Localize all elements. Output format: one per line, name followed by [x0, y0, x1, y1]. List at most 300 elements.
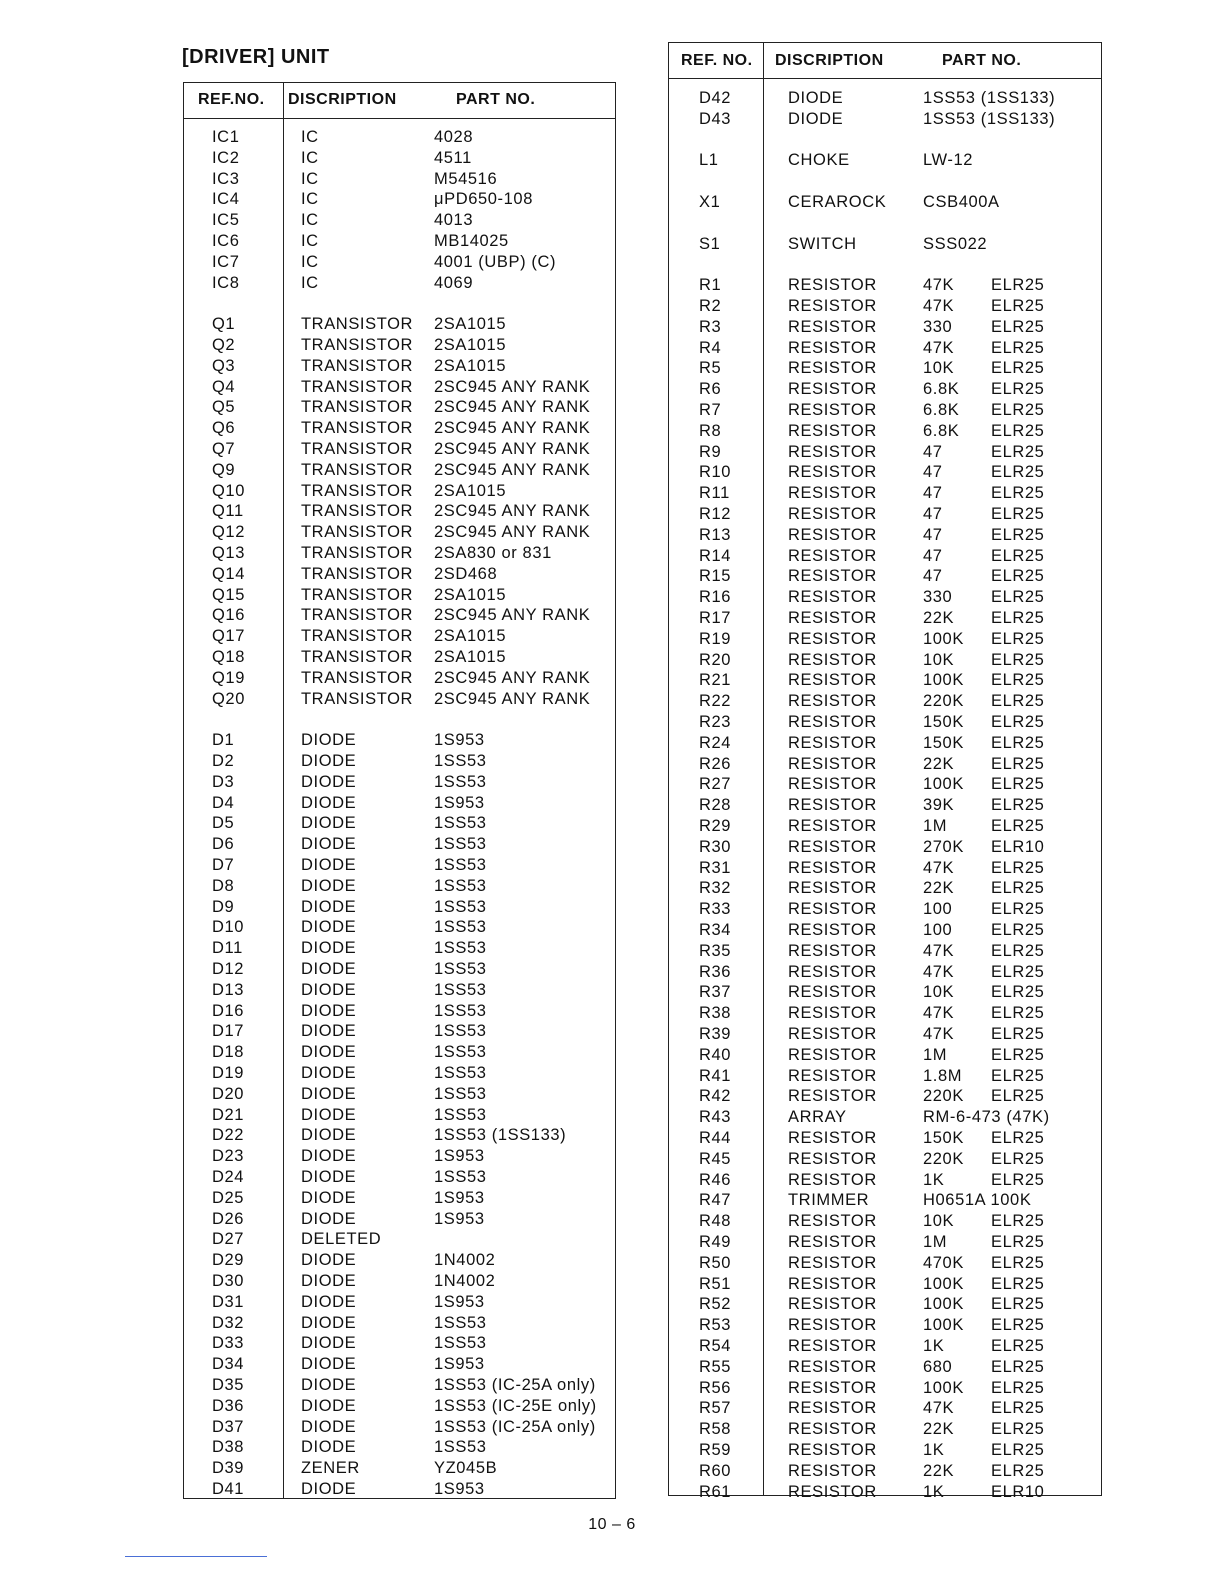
ref-no-cell: IC2 [212, 148, 240, 167]
table-row [184, 1333, 615, 1354]
description-cell: DIODE [301, 918, 357, 937]
description-cell: CHOKE [788, 151, 850, 170]
description-cell: RESISTOR [788, 1004, 877, 1023]
description-cell: RESISTOR [788, 1295, 877, 1314]
table-row [669, 1378, 1101, 1399]
description-cell: DIODE [301, 731, 357, 750]
right-parts-table [668, 42, 1102, 1501]
table-row [184, 668, 615, 689]
ref-no-cell: R22 [699, 692, 732, 711]
description-cell: RESISTOR [788, 1482, 877, 1501]
description-cell: DIODE [301, 1292, 357, 1311]
part-no-cell: 4028 [434, 128, 474, 146]
part-type-cell: ELR25 [991, 484, 1045, 503]
table-row [669, 1315, 1101, 1336]
table-row [669, 1253, 1101, 1274]
part-type-cell: ELR25 [991, 1170, 1045, 1189]
part-no-cell: 1SS53 (IC-25A only) [434, 1417, 596, 1436]
description-cell: DIODE [301, 835, 357, 854]
part-type-cell: ELR25 [991, 1233, 1045, 1251]
table-row [184, 1458, 615, 1479]
ref-no-cell: R50 [699, 1253, 732, 1272]
ref-no-cell: D13 [212, 980, 245, 999]
table-row [184, 169, 615, 190]
part-no-cell: 1SS53 [434, 835, 487, 854]
part-no-cell: 1N4002 [434, 1272, 496, 1290]
description-cell: DIODE [301, 1064, 357, 1082]
part-no-cell: MB14025 [434, 232, 509, 250]
ref-no-cell: R26 [699, 754, 732, 773]
description-cell: RESISTOR [788, 609, 877, 627]
table-row [184, 1188, 615, 1209]
part-no-cell: 270K [923, 837, 964, 856]
ref-no-cell: R9 [699, 442, 722, 461]
description-cell: RESISTOR [788, 317, 877, 336]
ref-no-cell: D33 [212, 1334, 245, 1353]
ref-no-cell: R21 [699, 671, 732, 690]
description-cell: RESISTOR [788, 1441, 877, 1459]
part-no-cell: 100K [923, 1316, 964, 1335]
ref-no-cell: R53 [699, 1316, 732, 1335]
table-row [669, 982, 1101, 1003]
part-no-cell: 10K [923, 1212, 955, 1231]
description-cell: DIODE [301, 1272, 357, 1290]
description-cell: DIODE [301, 1043, 357, 1062]
ref-no-cell: D35 [212, 1376, 245, 1394]
part-no-cell: 47 [923, 567, 943, 586]
description-cell: DIODE [301, 876, 357, 895]
part-no-cell: 1SS53 [434, 939, 487, 958]
description-cell: RESISTOR [788, 1253, 877, 1272]
ref-no-cell: D4 [212, 793, 235, 812]
table-row [669, 899, 1101, 920]
part-no-cell: 47 [923, 505, 943, 523]
description-cell: DIODE [301, 1251, 357, 1270]
ref-no-cell: D34 [212, 1355, 245, 1374]
table-row [669, 421, 1101, 442]
ref-no-cell: D16 [212, 1001, 245, 1020]
part-no-cell: 1SS53 [434, 1105, 487, 1124]
part-type-cell: ELR25 [991, 692, 1045, 711]
description-cell: DIODE [301, 1396, 357, 1415]
table-row [184, 1396, 615, 1417]
part-no-cell: 2SA830 or 831 [434, 544, 552, 562]
table-row [669, 587, 1101, 608]
ref-no-cell: R7 [699, 401, 722, 419]
ref-no-cell: R47 [699, 1191, 732, 1210]
part-no-cell: 1SS53 [434, 856, 487, 874]
table-row [184, 1042, 615, 1063]
part-type-cell: ELR25 [991, 1129, 1045, 1147]
part-type-cell: ELR25 [991, 359, 1045, 378]
table-row [184, 543, 615, 564]
ref-no-cell: R11 [699, 484, 730, 503]
description-cell: TRANSISTOR [301, 502, 414, 521]
footer-rule [125, 1556, 267, 1557]
part-no-cell: 22K [923, 754, 955, 773]
description-cell: RESISTOR [788, 692, 877, 711]
description-cell: RESISTOR [788, 463, 877, 482]
description-cell: RESISTOR [788, 754, 877, 773]
table-row [669, 795, 1101, 816]
ref-no-cell: D26 [212, 1209, 245, 1228]
ref-no-cell: S1 [699, 234, 721, 253]
part-no-cell: 1SS53 [434, 1064, 487, 1082]
ref-no-cell: R19 [699, 629, 732, 648]
table-row [184, 626, 615, 647]
ref-no-cell: D10 [212, 918, 245, 937]
part-no-header: PART NO. [942, 52, 1022, 69]
ref-no-cell: IC3 [212, 169, 240, 188]
ref-no-cell: D5 [212, 814, 235, 833]
part-no-cell: 1SS53 [434, 1168, 487, 1186]
table-row [669, 1003, 1101, 1024]
description-cell: RESISTOR [788, 1045, 877, 1064]
ref-no-cell: D38 [212, 1438, 245, 1457]
table-row [184, 460, 615, 481]
ref-no-cell: D29 [212, 1251, 245, 1270]
description-cell: DIODE [788, 109, 844, 128]
table-row [184, 314, 615, 335]
description-cell: TRANSISTOR [301, 460, 414, 479]
part-no-cell: 100 [923, 921, 953, 939]
table-row [184, 730, 615, 751]
table-row [669, 650, 1101, 671]
description-header: DISCRIPTION [288, 91, 397, 108]
right-table-header [669, 43, 1101, 79]
description-cell: IC [301, 273, 319, 292]
part-type-cell: ELR25 [991, 983, 1045, 1002]
table-row [669, 670, 1101, 691]
description-cell: TRANSISTOR [301, 564, 414, 583]
ref-no-cell: Q3 [212, 356, 236, 375]
ref-no-cell: D22 [212, 1126, 245, 1145]
description-cell: RESISTOR [788, 1378, 877, 1397]
description-cell: TRANSISTOR [301, 419, 414, 438]
table-row [669, 1274, 1101, 1295]
part-no-cell: 100K [923, 671, 964, 690]
part-no-cell: 1M [923, 1045, 948, 1064]
ref-no-cell: IC6 [212, 232, 240, 250]
description-cell: DIODE [301, 1147, 357, 1166]
table-row [184, 1417, 615, 1438]
part-type-cell: ELR25 [991, 754, 1045, 773]
part-no-cell: 22K [923, 879, 955, 898]
table-row [184, 1313, 615, 1334]
table-row [184, 481, 615, 502]
part-no-cell: 47 [923, 484, 943, 503]
table-row [669, 525, 1101, 546]
part-type-cell: ELR25 [991, 276, 1045, 295]
description-cell: IC [301, 169, 319, 188]
part-type-cell: ELR25 [991, 297, 1045, 315]
part-no-cell: 10K [923, 983, 955, 1002]
ref-no-cell: Q17 [212, 627, 245, 646]
ref-no-cell: R30 [699, 837, 732, 856]
table-row [184, 1354, 615, 1375]
description-cell: RESISTOR [788, 733, 877, 752]
part-no-cell: 1SS53 [434, 960, 487, 978]
ref-no-cell: R10 [699, 463, 732, 482]
description-cell: DIODE [301, 1313, 357, 1332]
description-cell: RESISTOR [788, 297, 877, 315]
description-cell: DIODE [301, 1480, 357, 1498]
ref-no-cell: R23 [699, 713, 732, 731]
ref-no-cell: D7 [212, 856, 235, 874]
part-no-cell: 1SS53 [434, 1313, 487, 1332]
description-cell: DIODE [301, 814, 357, 833]
ref-no-cell: R16 [699, 588, 732, 607]
description-cell: RESISTOR [788, 1461, 877, 1480]
ref-no-cell: R46 [699, 1170, 732, 1189]
description-cell: TRANSISTOR [301, 481, 414, 500]
part-no-cell: 1SS53 [434, 1438, 487, 1457]
ref-no-cell: R57 [699, 1399, 732, 1418]
part-no-cell: 47 [923, 463, 943, 482]
part-no-cell: 47K [923, 297, 955, 315]
left-parts-table [183, 82, 616, 1499]
part-no-cell: 1N4002 [434, 1251, 496, 1270]
ref-no-cell: D23 [212, 1147, 245, 1166]
part-no-cell: 4013 [434, 211, 474, 230]
part-type-cell: ELR25 [991, 817, 1045, 835]
description-cell: RESISTOR [788, 1399, 877, 1418]
part-type-cell: ELR25 [991, 1066, 1045, 1085]
part-no-cell: 1S953 [434, 1147, 485, 1166]
part-no-cell: 1SS53 [434, 1001, 487, 1020]
description-cell: SWITCH [788, 234, 857, 253]
table-row [184, 1292, 615, 1313]
part-type-cell: ELR25 [991, 733, 1045, 752]
table-row [669, 442, 1101, 463]
table-row [669, 400, 1101, 421]
description-cell: TRANSISTOR [301, 377, 414, 396]
unit-title: [DRIVER] UNIT [182, 46, 330, 68]
table-row [669, 296, 1101, 317]
ref-no-cell: R20 [699, 650, 732, 669]
part-no-cell: 6.8K [923, 421, 960, 440]
table-row [669, 88, 1101, 109]
table-row [669, 358, 1101, 379]
part-type-cell: ELR25 [991, 401, 1045, 419]
table-row [669, 733, 1101, 754]
part-no-cell: 2SC945 ANY RANK [434, 606, 591, 625]
part-no-cell: 330 [923, 317, 953, 336]
description-cell: RESISTOR [788, 858, 877, 877]
table-row [184, 418, 615, 439]
description-cell: DIODE [301, 1084, 357, 1103]
part-no-cell: 1SS53 [434, 1043, 487, 1062]
description-cell: RESISTOR [788, 796, 877, 815]
ref-no-cell: Q2 [212, 336, 236, 354]
table-row [669, 171, 1101, 192]
part-type-cell: ELR25 [991, 1295, 1045, 1314]
description-cell: RESISTOR [788, 1170, 877, 1189]
table-row [669, 1066, 1101, 1087]
ref-no-cell: D6 [212, 835, 235, 854]
table-row [184, 127, 615, 148]
table-row [184, 689, 615, 710]
ref-no-cell: D41 [212, 1480, 245, 1498]
description-cell: RESISTOR [788, 567, 877, 586]
description-cell: TRANSISTOR [301, 648, 414, 666]
part-type-cell: ELR10 [991, 837, 1045, 856]
part-no-cell: 22K [923, 1420, 955, 1439]
description-header: DISCRIPTION [775, 52, 884, 69]
table-row [184, 751, 615, 772]
part-type-cell: ELR25 [991, 1420, 1045, 1439]
table-row [184, 980, 615, 1001]
part-no-cell: 1SS53 [434, 876, 487, 895]
ref-no-cell: R27 [699, 775, 732, 794]
part-no-cell: 47K [923, 1399, 955, 1418]
part-type-cell: ELR25 [991, 380, 1045, 399]
ref-no-cell: R14 [699, 546, 732, 565]
description-cell: RESISTOR [788, 588, 877, 607]
table-row [669, 1482, 1101, 1503]
part-no-cell: 2SC945 ANY RANK [434, 668, 591, 687]
part-type-cell: ELR25 [991, 941, 1045, 960]
table-row [184, 834, 615, 855]
ref-no-cell: D25 [212, 1188, 245, 1207]
description-cell: RESISTOR [788, 1316, 877, 1335]
part-no-cell: 2SC945 ANY RANK [434, 440, 591, 458]
description-cell: RESISTOR [788, 505, 877, 523]
ref-no-cell: R17 [699, 609, 732, 627]
part-no-cell: 100K [923, 1378, 964, 1397]
ref-no-cell: R4 [699, 338, 722, 357]
part-type-cell: ELR25 [991, 1004, 1045, 1023]
table-row [669, 1107, 1101, 1128]
ref-no-cell: R60 [699, 1461, 732, 1480]
part-no-cell: 4511 [434, 148, 472, 167]
part-type-cell: ELR25 [991, 525, 1045, 544]
ref-no-cell: D39 [212, 1459, 245, 1478]
description-cell: ARRAY [788, 1108, 847, 1127]
part-no-cell: 2SC945 ANY RANK [434, 419, 591, 438]
ref-no-cell: Q12 [212, 523, 245, 542]
part-no-cell: 1SS53 (IC-25E only) [434, 1396, 597, 1415]
description-cell: DIODE [788, 89, 844, 107]
ref-no-cell: Q14 [212, 564, 245, 583]
table-row [184, 1146, 615, 1167]
table-row [669, 837, 1101, 858]
ref-no-cell: R55 [699, 1357, 732, 1376]
ref-no-cell: IC4 [212, 190, 240, 209]
ref-no-cell: D43 [699, 109, 732, 128]
table-row [184, 1250, 615, 1271]
description-cell: DIODE [301, 1334, 357, 1353]
description-cell: DIODE [301, 1209, 357, 1228]
ref-no-cell: D21 [212, 1105, 245, 1124]
description-cell: TRANSISTOR [301, 606, 414, 625]
description-cell: RESISTOR [788, 983, 877, 1002]
description-cell: RESISTOR [788, 1420, 877, 1439]
part-no-cell: 1K [923, 1482, 945, 1501]
ref-no-cell: R6 [699, 380, 722, 399]
description-cell: RESISTOR [788, 1233, 877, 1251]
table-row [669, 338, 1101, 359]
part-no-cell: 2SC945 ANY RANK [434, 398, 591, 417]
table-row [184, 231, 615, 252]
description-cell: TRIMMER [788, 1191, 870, 1210]
ref-no-cell: R41 [699, 1066, 732, 1085]
table-row [669, 317, 1101, 338]
part-type-cell: ELR25 [991, 1337, 1045, 1355]
description-cell: RESISTOR [788, 1066, 877, 1085]
part-no-cell: 220K [923, 692, 964, 711]
table-row [669, 1461, 1101, 1482]
part-type-cell: ELR25 [991, 609, 1045, 627]
part-type-cell: ELR25 [991, 900, 1045, 919]
ref-no-cell: D18 [212, 1043, 245, 1062]
table-row [669, 691, 1101, 712]
ref-no-cell: Q9 [212, 460, 236, 479]
table-row [669, 150, 1101, 171]
part-type-cell: ELR25 [991, 1274, 1045, 1293]
description-cell: RESISTOR [788, 442, 877, 461]
table-row [184, 917, 615, 938]
part-no-cell: 220K [923, 1087, 964, 1106]
table-row [184, 1479, 615, 1500]
ref-no-cell: D3 [212, 772, 235, 791]
table-row [184, 335, 615, 356]
table-row [184, 397, 615, 418]
description-cell: RESISTOR [788, 941, 877, 960]
part-no-cell: LW-12 [923, 151, 974, 170]
description-cell: DIODE [301, 960, 357, 978]
part-no-cell: YZ045B [434, 1459, 498, 1478]
table-row [184, 813, 615, 834]
part-no-cell: 100K [923, 1295, 964, 1314]
part-no-cell: 2SC945 ANY RANK [434, 523, 591, 542]
table-row [669, 130, 1101, 151]
table-row [669, 504, 1101, 525]
part-no-cell: 100K [923, 629, 964, 648]
description-cell: DIODE [301, 1126, 357, 1145]
part-no-cell: RM-6-473 (47K) [923, 1108, 1050, 1127]
table-row [184, 959, 615, 980]
description-cell: TRANSISTOR [301, 523, 414, 542]
part-no-cell: SSS022 [923, 234, 988, 253]
table-row [669, 629, 1101, 650]
part-no-cell: 470K [923, 1253, 964, 1272]
part-no-cell: 47K [923, 338, 955, 357]
part-no-cell: 220K [923, 1149, 964, 1168]
table-row [184, 293, 615, 314]
part-no-cell: H0651A 100K [923, 1191, 1032, 1210]
ref-no-cell: R1 [699, 276, 722, 295]
description-cell: RESISTOR [788, 650, 877, 669]
table-row [669, 712, 1101, 733]
table-row [669, 1398, 1101, 1419]
table-row [669, 213, 1101, 234]
ref-no-header: REF.NO. [198, 91, 265, 108]
part-no-cell: 1S953 [434, 1355, 485, 1374]
table-row [184, 605, 615, 626]
description-cell: DIODE [301, 1188, 357, 1207]
part-no-cell: 1.8M [923, 1066, 963, 1085]
part-no-cell: 22K [923, 609, 955, 627]
part-type-cell: ELR25 [991, 421, 1045, 440]
description-cell: RESISTOR [788, 484, 877, 503]
part-type-cell: ELR25 [991, 442, 1045, 461]
table-row [184, 1437, 615, 1458]
table-row [669, 275, 1101, 296]
table-row [669, 1232, 1101, 1253]
table-row [184, 439, 615, 460]
part-type-cell: ELR25 [991, 505, 1045, 523]
